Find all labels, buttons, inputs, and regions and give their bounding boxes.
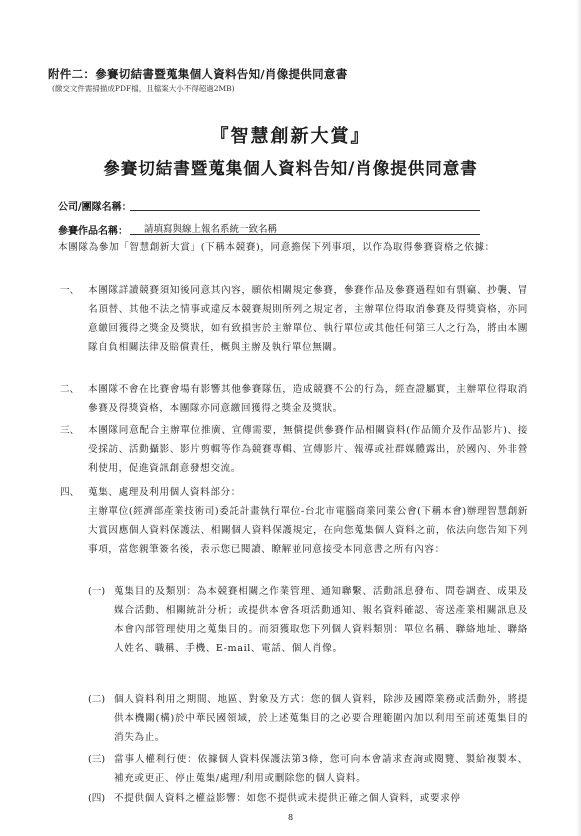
sub-item-text: 蒐集目的及類別：為本競賽相關之作業管理、通知聯繫、活動訊息發布、問卷調查、成果及媒合活動、相關統計分析；或提供本會各項活動通知、報名資料確認、寄送產業相關訊息及本會內部管理使用之蒐集目的。而須獲取您下列個人資料類別：單位名稱、聯絡地址、聯絡人姓名、職稱、手機、E-mail、電話、個人肖像。 (114, 586, 528, 654)
sub-item-text: 個人資料利用之期間、地區、對象及方式：您的個人資料，除涉及國際業務或活動外，將提供本機關(構)於中華民國領域，於上述蒐集目的之必要合理範圍內加以利用至前述蒐集目的消失為止。 (114, 694, 528, 743)
attachment-note: (繳交文件需掃描成PDF檔，且檔案大小不得超過2MB) (52, 84, 235, 93)
item-number: 二、 (60, 384, 80, 395)
main-title: 『智慧創新大賞』 (210, 126, 371, 147)
item-text: 本團隊詳讀競賽須知後同意其內容，願依相關規定參賽，參賽作品及參賽過程如有剽竊、抄襲、冒名頂替、其他不法之情事或違反本競賽規則所列之規定者，主辦單位得取消參賽及得獎資格，亦同意繳回獲得之獎金及獎狀，如有致損害於主辦單位、執行單位或其他任何第三人之行為，將由本團隊自負相關法律及賠償責任，概與主辦及執行單位無關。 (88, 285, 528, 353)
section4-intro: 主辦單位(經濟部產業技術司)委託計畫執行單位-台北市電腦商業同業公會(下稱本會)辦理智慧創新大賞因應個人資料保護法、相關個人資料保護規定，在向您蒐集個人資料之前，依法向您告知下列事項，當您親筆簽名後，表示您已閱讀、瞭解並同意接受本同意書之所有內容： (88, 506, 528, 555)
sub-item-text: 當事人權利行使：依據個人資料保護法第3條，您可向本會請求查詢或閱覽、製給複製本、補充或更正、停止蒐集/處理/利用或刪除您的個人資料。 (114, 754, 528, 784)
work-name-field[interactable] (58, 222, 278, 237)
sub-title: 參賽切結書暨蒐集個人資料告知/肖像提供同意書 (103, 159, 478, 178)
item-text: 本團隊不會在比賽會場有影響其他參賽隊伍，造成競賽不公的行為，經查證屬實，主辦單位得取消參賽及得獎資格，本團隊亦同意繳回獲得之獎金及獎狀。 (88, 384, 528, 414)
work-name-label: 參賽作品名稱： (58, 226, 128, 237)
page-edge-shadow (576, 0, 581, 836)
item-number: 一、 (60, 285, 80, 296)
sub-item-text: 不提供個人資料之權益影響：如您不提供或未提供正確之個人資料，或要求停 (114, 793, 461, 804)
company-name-label: 公司/團隊名稱： (58, 202, 132, 213)
work-name-placeholder: 請填寫與線上報名系統一致名稱 (144, 224, 278, 235)
item-number: 三、 (60, 425, 80, 436)
company-name-field[interactable] (58, 198, 132, 213)
intro-paragraph: 本團隊為參加「智慧創新大賞」(下稱本競賽)，同意擔保下列事項，以作為取得參賽資格之依據： (58, 242, 495, 253)
company-name-underline (130, 210, 480, 211)
work-name-underline (130, 234, 480, 235)
sub-item-number: (一) (88, 586, 106, 597)
sub-item-number: (四) (88, 793, 106, 804)
sub-item-number: (二) (88, 694, 106, 705)
item-number: 四、 (60, 487, 80, 498)
item-text: 本團隊同意配合主辦單位推廣、宣傳需要，無償提供參賽作品相關資料(作品簡介及作品影片)、接受採訪、活動攝影、影片剪輯等作為競賽專輯、宣傳影片、報導或社群媒體露出，於國內、外非營利使用，促進資訊創意發想交流。 (88, 425, 528, 474)
attachment-title: 附件二：參賽切結書暨蒐集個人資料告知/肖像提供同意書 (48, 67, 348, 81)
page-number: 8 (287, 813, 294, 822)
sub-item-number: (三) (88, 754, 106, 765)
item-text: 蒐集、處理及利用個人資料部分： (88, 487, 241, 498)
